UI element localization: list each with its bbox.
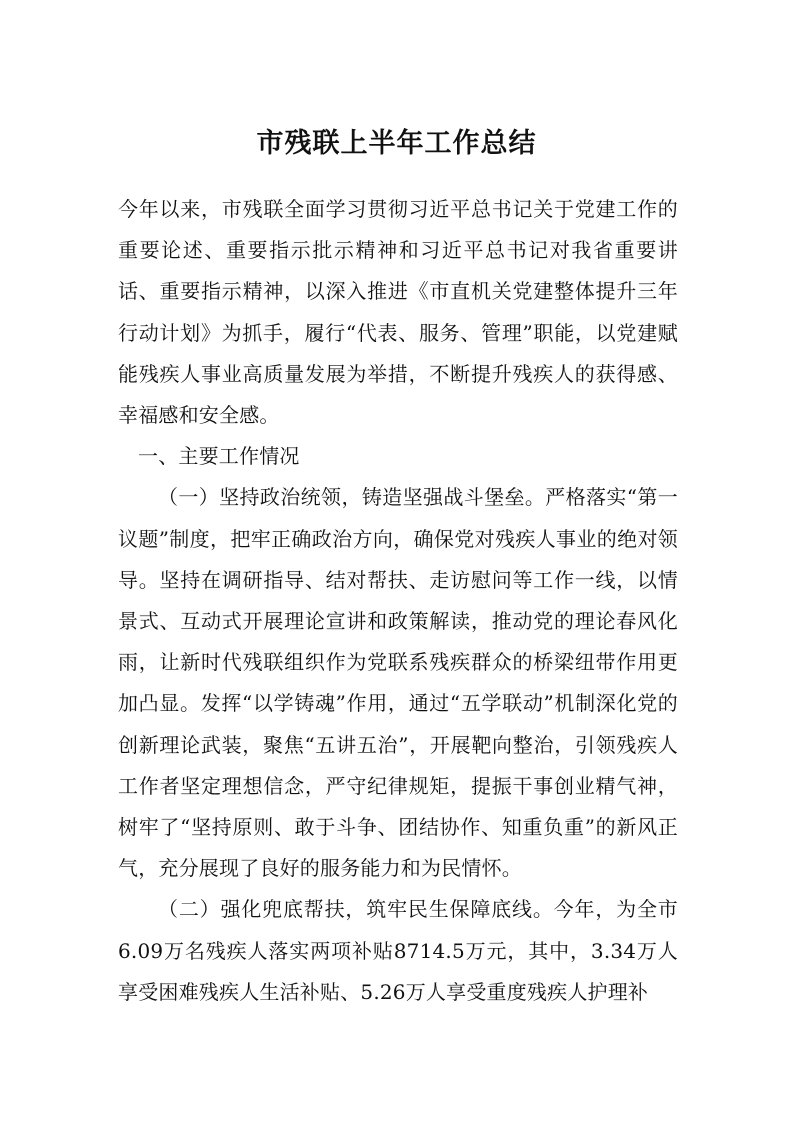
document-title: 市残联上半年工作总结 [256, 128, 537, 159]
section-heading-main-work: 一、主要工作情况 [138, 444, 300, 469]
document-body [118, 189, 678, 1013]
paragraph-political-leadership: （一）坚持政治统领，铸造坚强战斗堡垒。严格落实“第一议题”制度，把牢正确政治方向，确保党对残疾人事业的绝对领导。坚持在调研指导、结对帮扶、走访慰问等工作一线，以情景式、互动式开展理论宣讲和政策解读，推动党的理论春风化雨，让新时代残联组织作为党联系残疾群众的桥梁纽带作用更加凸显。发挥“以学铸魂”作用，通过“五学联动”机制深化党的创新理论武装，聚焦“五讲五治”，开展靶向整治，引领残疾人工作者坚定理想信念，严守纪律规矩，提振干事创业精气神，树牢了“坚持原则、敢于斗争、团结协作、知重负重”的新风正气，充分展现了良好的服务能力和为民情怀。 [118, 485, 678, 881]
paragraph-livelihood-support: （二）强化兜底帮扶，筑牢民生保障底线。今年，为全市6.09万名残疾人落实两项补贴8714.5万元，其中，3.34万人享受困难残疾人生活补贴、5.26万人享受重度残疾人护理补 [118, 897, 678, 1004]
intro-paragraph: 今年以来，市残联全面学习贯彻习近平总书记关于党建工作的重要论述、重要指示批示精神和习近平总书记对我省重要讲话、重要指示精神，以深入推进《市直机关党建整体提升三年行动计划》为抓手，履行“代表、服务、管理”职能，以党建赋能残疾人事业高质量发展为举措，不断提升残疾人的获得感、幸福感和安全感。 [118, 197, 678, 428]
